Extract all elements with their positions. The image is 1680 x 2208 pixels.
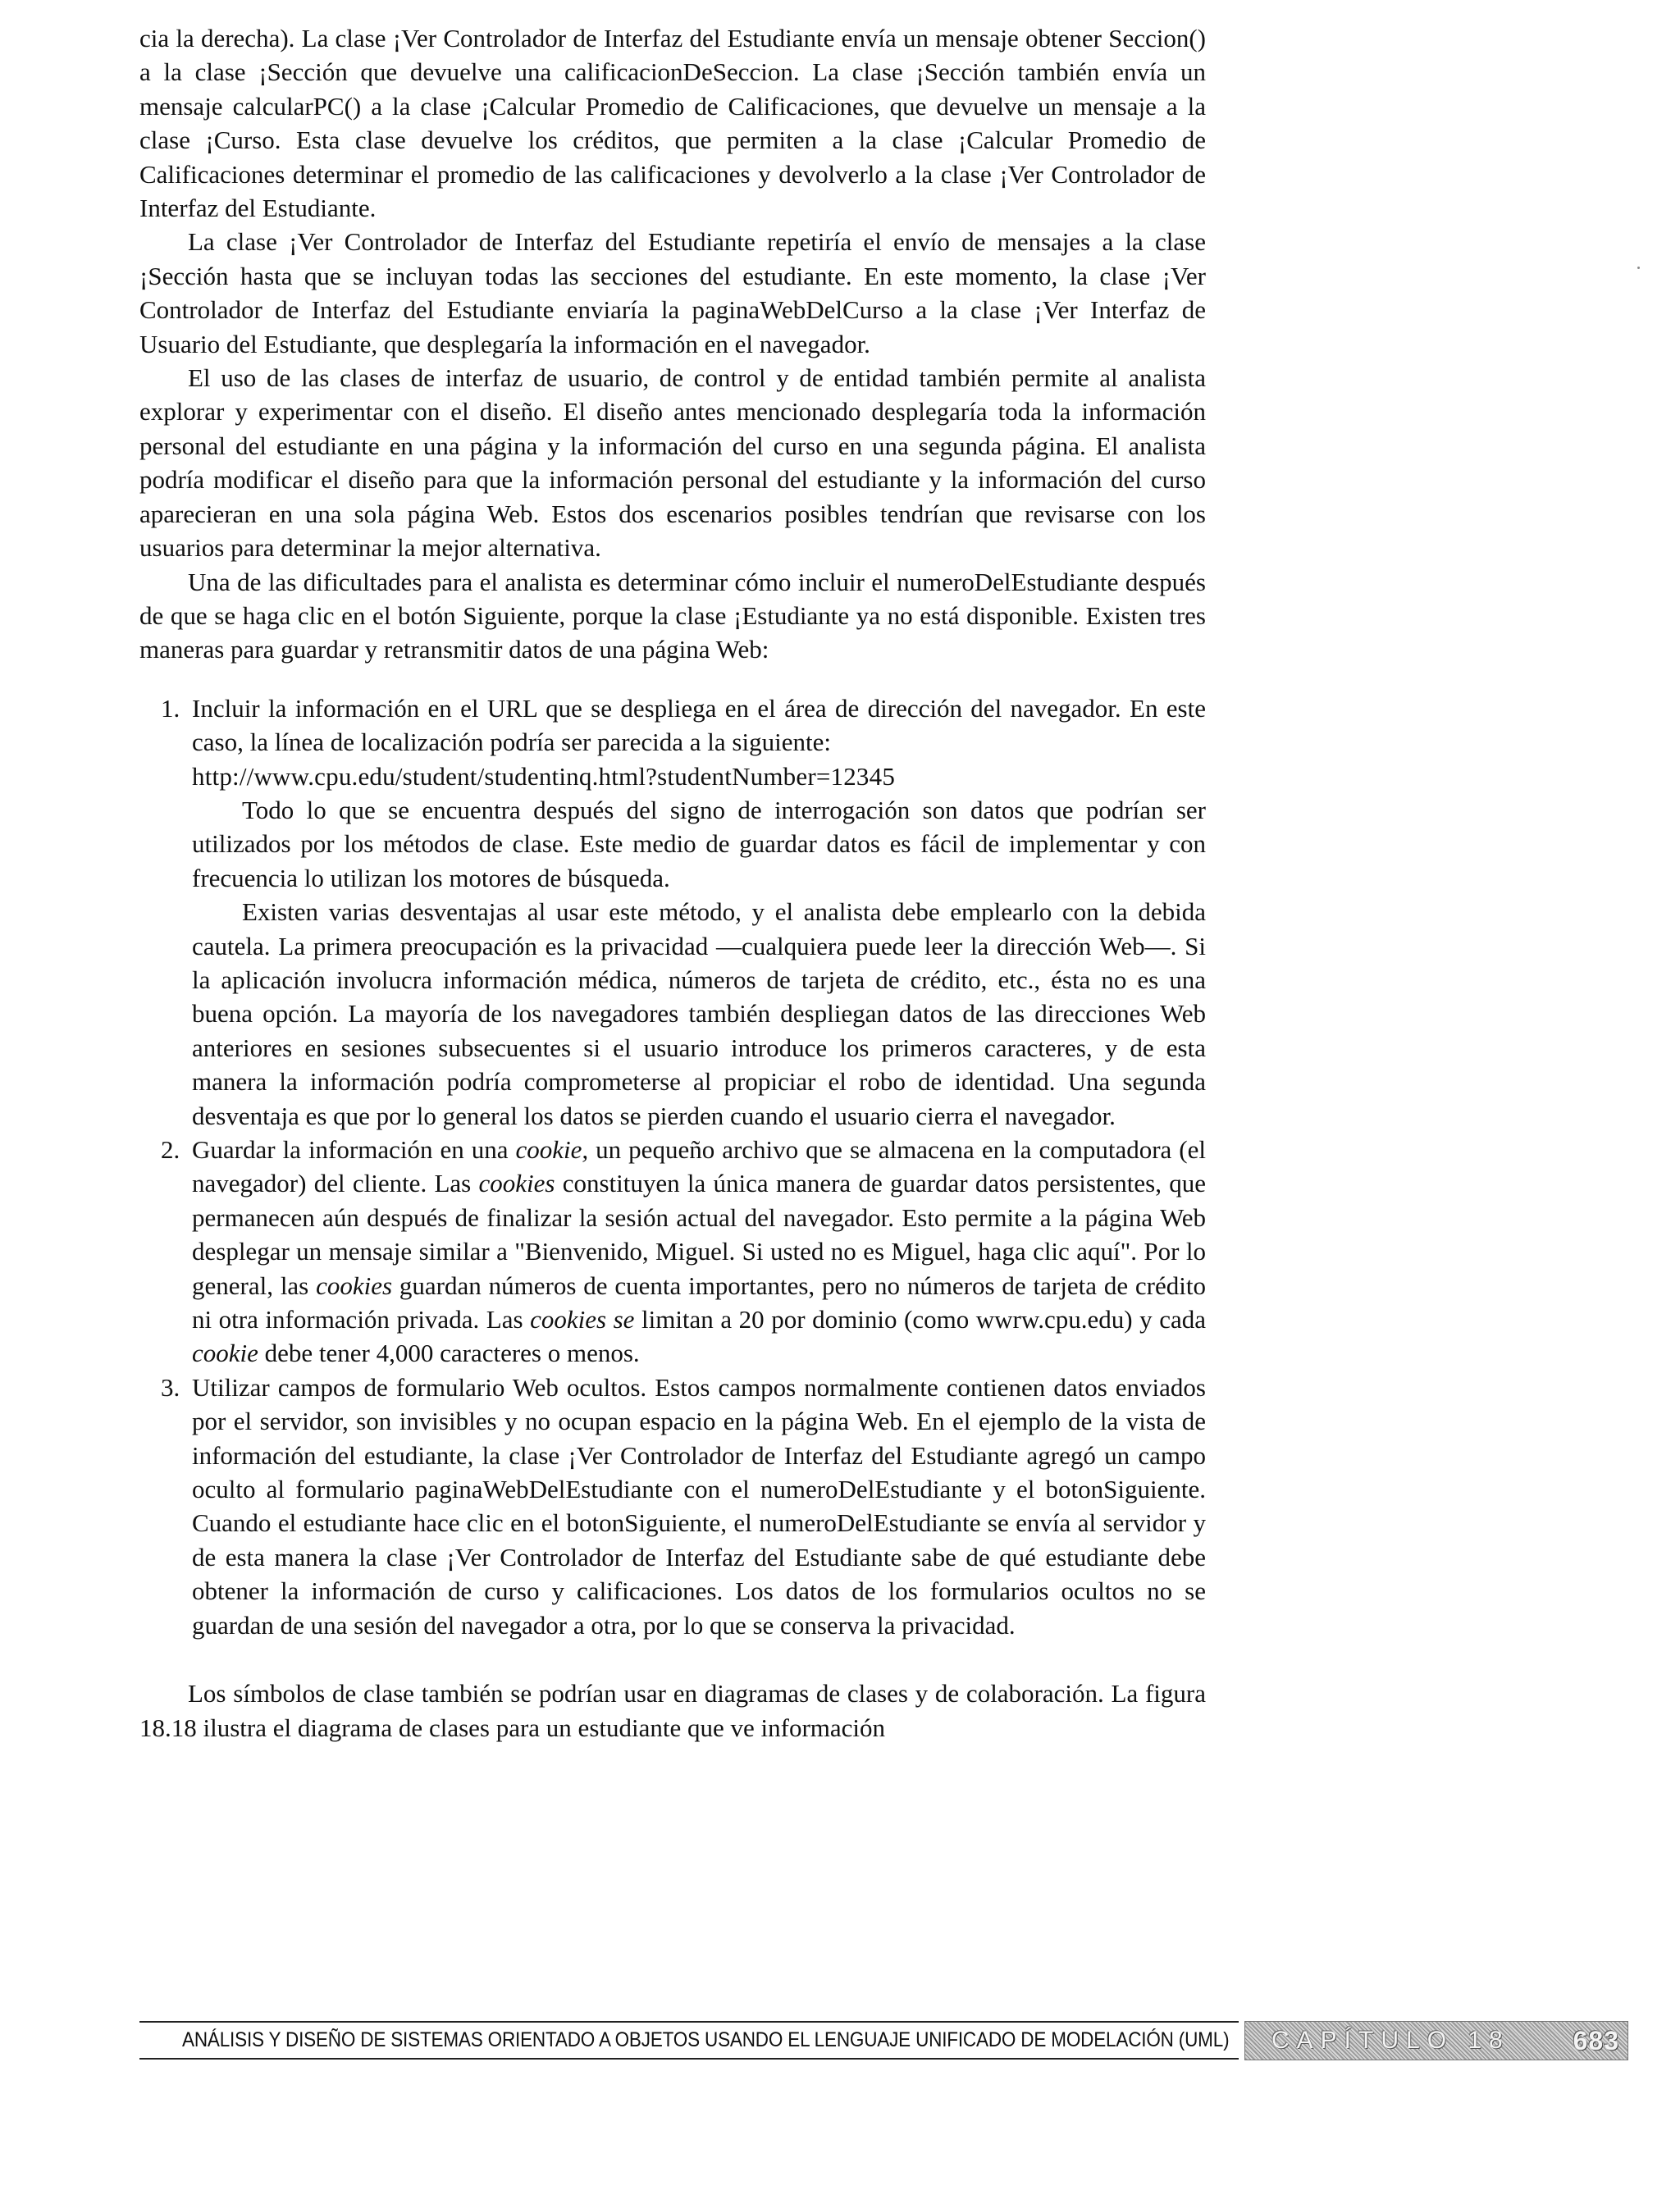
list-number: 1. <box>161 693 180 723</box>
footer-rule-top <box>139 2021 1239 2023</box>
paragraph-repeat-messages: La clase ¡Ver Controlador de Interfaz del Estudiante repetiría el envío de mensajes a la clase ¡Sección hasta que se incluyan todas las secciones del estudiante. En este momento, la clase ¡Ver Controlador de Interfaz del Estudiante enviaría la paginaWebDelCurso a la clase ¡Ver Interfaz de Usuario del Estudiante, que desplegaría la información en el navegador. <box>139 227 1206 358</box>
italic-term: cookies <box>316 1271 393 1300</box>
italic-term: cookies se <box>530 1305 635 1334</box>
paragraph-difficulty: Una de las dificultades para el analista es determinar cómo incluir el numeroDelEstudiante después de que se haga clic en el botón Siguiente, porque la clase ¡Estudiante ya no está disponible. Existen tres maneras para guardar y retransmitir datos de una página Web: <box>139 567 1206 664</box>
paragraph-class-diagrams: Los símbolos de clase también se podrían usar en diagramas de clases y de colaboración. La figura 18.18 ilustra el diagrama de clases para un estudiante que ve información <box>139 1679 1206 1742</box>
list-item-hidden-fields <box>139 1371 1206 1642</box>
text-run: constituyen la única manera de guardar datos persistentes, que permanecen aún después de finalizar la sesión actual del navegador. Esto permite a la página Web desplegar un mensaje similar a "Bienvenido, Miguel. Si usted no es Miguel, haga clic aquí". Por lo general, las <box>192 1169 1207 1300</box>
running-footer-title: ANÁLISIS Y DISEÑO DE SISTEMAS ORIENTADO A OBJETOS USANDO EL LENGUAJE UNIFICADO DE MODELACIÓN (UML) <box>182 2028 1230 2051</box>
list-item-text: Utilizar campos de formulario Web ocultos. Estos campos normalmente contienen datos enviados por el servidor, son invisibles y no ocupan espacio en la página Web. En el ejemplo de la vista de información del estudiante, la clase ¡Ver Controlador de Interfaz del Estudiante agregó un campo oculto al formulario paginaWebDelEstudiante con el numeroDelEstudiante y el botonSiguiente. Cuando el estudiante hace clic en el botonSiguiente, el numeroDelEstudiante se envía al servidor y de esta manera la clase ¡Ver Controlador de Interfaz del Estudiante sabe de qué estudiante debe obtener la información de curso y calificaciones. Los datos de los formularios ocultos no se guardan de una sesión del navegador a otra, por lo que se conserva la privacidad. <box>192 1372 1206 1640</box>
list-item-text <box>192 1133 1206 1371</box>
paragraph-design-exploration: El uso de las clases de interfaz de usuario, de control y de entidad también permite al analista explorar y experimentar con el diseño. El diseño antes mencionado desplegaría toda la información personal del estudiante en una página y la información del curso en una segunda página. El analista podría modificar el diseño para que la información personal del estudiante y la información del curso aparecieran en una sola página Web. Estos dos escenarios posibles tendrían que revisarse con los usuarios para determinar la mejor alternativa. <box>139 363 1206 563</box>
methods-list <box>139 691 1206 1642</box>
page-number: 683 <box>1573 2026 1619 2055</box>
text-run: limitan a 20 por dominio (como wwrw.cpu.edu) y cada <box>634 1305 1206 1334</box>
paragraph-continuation: cia la derecha). La clase ¡Ver Controlador de Interfaz del Estudiante envía un mensaje obtener Seccion() a la clase ¡Sección que devuelve una calificacionDeSeccion. La clase ¡Sección también envía un mensaje calcularPC() a la clase ¡Calcular Promedio de Calificaciones, que devuelve un mensaje a la clase ¡Curso. Esta clase devuelve los créditos, que permiten a la clase ¡Calcular Promedio de Calificaciones determinar el promedio de las calificaciones y devolverlo a la clase ¡Ver Controlador de Interfaz del Estudiante. <box>139 24 1206 223</box>
italic-term: cookie <box>192 1339 258 1368</box>
list-item-text: Incluir la información en el URL que se despliega en el área de dirección del navegador. En este caso, la línea de localización podría ser parecida a la siguiente: <box>192 693 1206 757</box>
text-run: debe tener 4,000 caracteres o menos. <box>258 1339 640 1368</box>
list-number: 2. <box>161 1135 180 1164</box>
list-number: 3. <box>161 1372 180 1402</box>
list-item-cookie <box>139 1133 1206 1371</box>
italic-term: cookie, <box>515 1135 589 1164</box>
chapter-label: CAPÍTULO 18 <box>1271 2027 1510 2054</box>
example-url: http://www.cpu.edu/student/studentinq.html?studentNumber=12345 <box>192 761 896 791</box>
text-run: guardan números de cuenta importantes, pero no números de tarjeta de crédito ni otra información privada. Las <box>192 1271 1206 1334</box>
list-item-paragraph: Existen varias desventajas al usar este método, y el analista debe emplearlo con la debida cautela. La primera preocupación es la privacidad —cualquiera puede leer la dirección Web—. Si la aplicación involucra información médica, números de tarjeta de crédito, etc., ésta no es una buena opción. La mayoría de los navegadores también despliegan datos de las direcciones Web anteriores en sesiones subsecuentes si el usuario introduce los primeros caracteres, y de esta manera la información podría comprometerse al propiciar el robo de identidad. Una segunda desventaja es que por lo general los datos se pierden cuando el usuario cierra el navegador. <box>192 897 1206 1130</box>
footer-rule-bottom <box>139 2058 1239 2060</box>
list-item-paragraph: Todo lo que se encuentra después del signo de interrogación son datos que podrían ser utilizados por los métodos de clase. Este medio de guardar datos es fácil de implementar y con frecuencia lo utilizan los motores de búsqueda. <box>192 795 1206 892</box>
scan-speck <box>1637 267 1640 269</box>
text-run: un pequeño archivo que se almacena en la computadora (el navegador) del cliente. Las <box>192 1135 1207 1198</box>
body-text <box>139 21 1206 1745</box>
list-item-url <box>139 691 1206 1133</box>
text-run: Guardar la información en una <box>192 1135 516 1164</box>
italic-term: cookies <box>478 1169 555 1198</box>
chapter-tab <box>1244 2021 1628 2060</box>
